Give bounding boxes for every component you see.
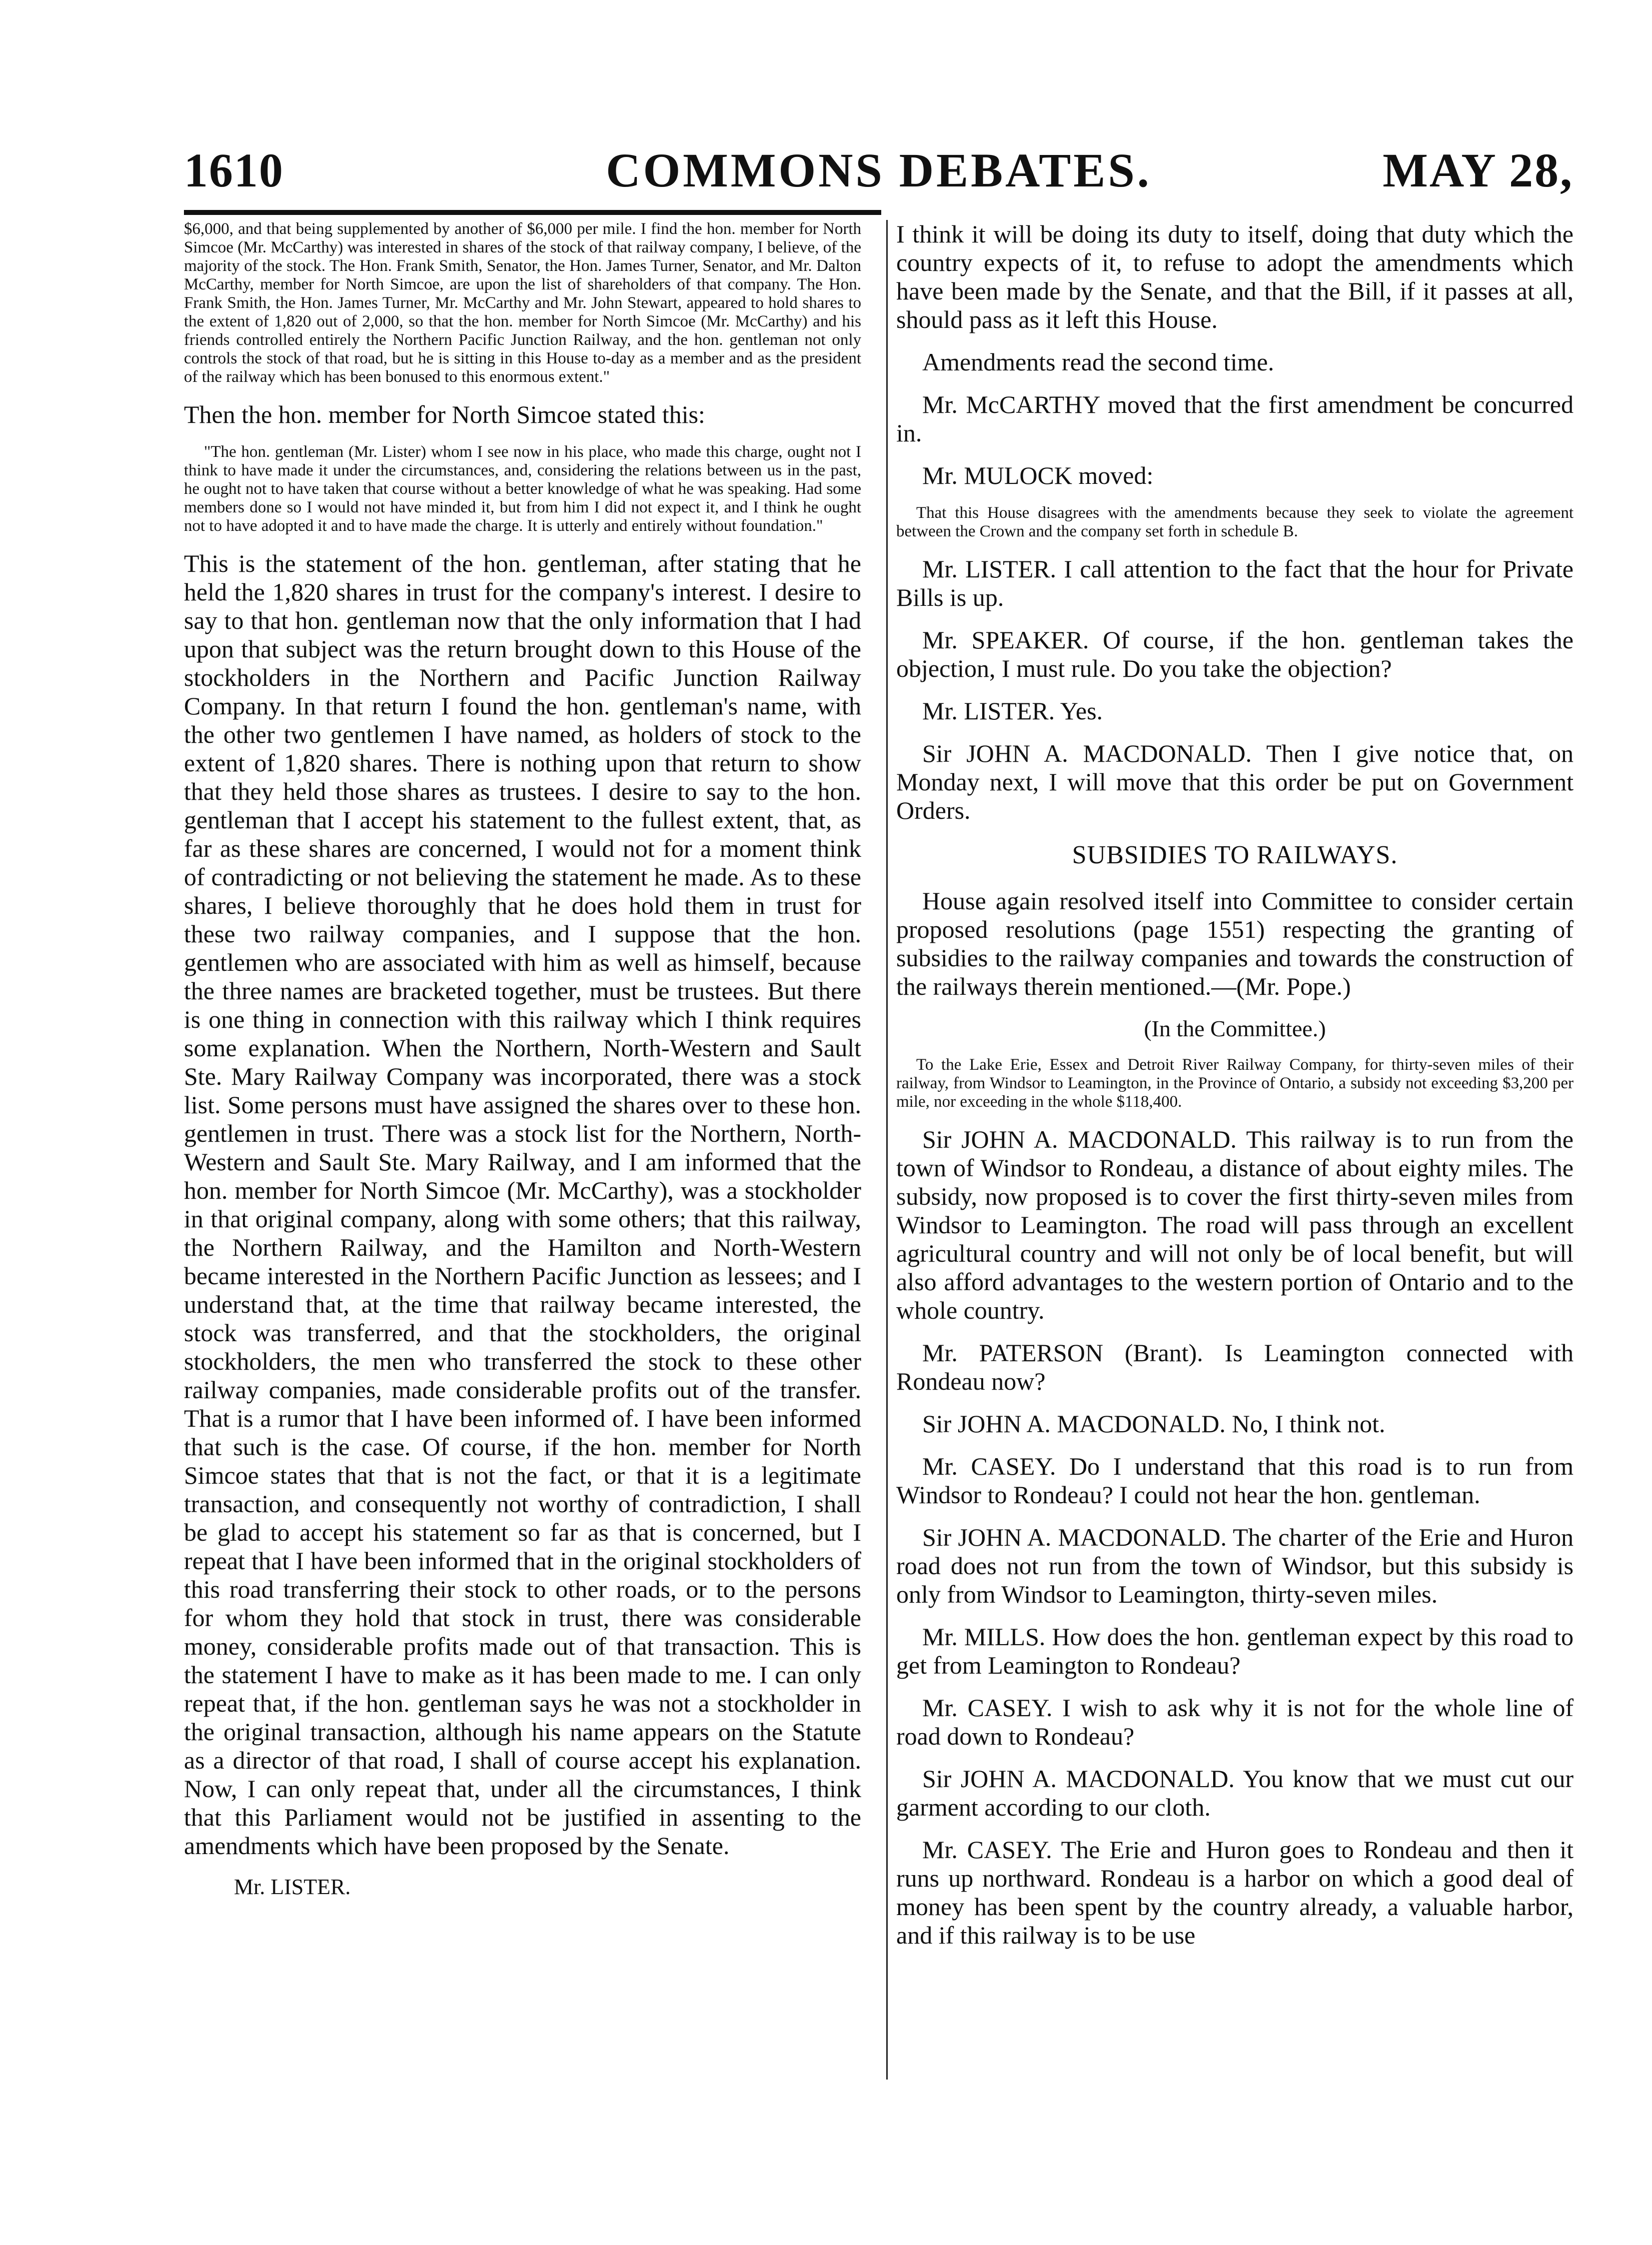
right-column-paragraph: Mr. LISTER. I call attention to the fact that the hour for Private Bills is up.: [896, 555, 1574, 611]
right-column-paragraph: Sir JOHN A. MACDONALD. The charter of the Erie and Huron road does not run from the town of Windsor, but this subsidy is only from Windsor to Leamington, thirty-seven miles.: [896, 1523, 1574, 1608]
right-column-paragraph: Mr. LISTER. Yes.: [922, 697, 1103, 725]
right-column-paragraph: Mr. MULOCK moved:: [922, 461, 1154, 489]
right-column-paragraph: I think it will be doing its duty to itself, doing that duty which the country expects of it, to refuse to adopt the amendments which have been made by the Senate, and that the Bill, if it passes at all, should pass as it left this House.: [896, 220, 1574, 333]
right-column-paragraph: SUBSIDIES TO RAILWAYS.: [1072, 841, 1398, 869]
right-column-paragraph: Mr. McCARTHY moved that the first amendment be concurred in.: [896, 390, 1574, 447]
left-column-paragraph: Then the hon. member for North Simcoe stated this:: [184, 400, 705, 428]
left-column-paragraph: Mr. LISTER.: [234, 1875, 351, 1899]
page-date: MAY 28,: [1383, 143, 1574, 197]
column-divider: [886, 220, 888, 2080]
right-column-paragraph: Mr. CASEY. The Erie and Huron goes to Rondeau and then it runs up northward. Rondeau is a harbor on which a good deal of money has been spent by the country already, a valuable harbor, and if this railway is to be use: [896, 1836, 1574, 1949]
right-column-paragraph: Mr. CASEY. I wish to ask why it is not for the whole line of road down to Rondeau?: [896, 1694, 1574, 1750]
right-column-paragraph: Mr. MILLS. How does the hon. gentleman expect by this road to get from Leamington to Rondeau?: [896, 1623, 1574, 1679]
right-column-paragraph: Sir JOHN A. MACDONALD. Then I give notice that, on Monday next, I will move that this order be put on Government Orders.: [896, 739, 1574, 824]
publication-title: COMMONS DEBATES.: [606, 143, 1152, 197]
left-column-paragraph: $6,000, and that being supplemented by another of $6,000 per mile. I find the hon. member for North Simcoe (Mr. McCarthy) was interested in shares of the stock of that railway company, I believe, of the majority of the stock. The Hon. Frank Smith, Senator, the Hon. James Turner, Senator, and Mr. Dalton McCarthy, member for North Simcoe, are upon the list of shareholders of that company. The Hon. Frank Smith, the Hon. James Turner, Mr. McCarthy and Mr. John Stewart, appeared to hold shares to the extent of 1,820 out of 2,000, so that the hon. member for North Simcoe (Mr. McCarthy) and his friends controlled entirely the Northern Pacific Junction Railway, and the hon. gentleman not only controls the stock of that road, but he is sitting in this House to-day as a member and as the president of the railway which has been bonused to this enormous extent.": [184, 220, 861, 386]
right-column-paragraph: Sir JOHN A. MACDONALD. This railway is to run from the town of Windsor to Rondeau, a distance of about eighty miles. The subsidy, now proposed is to cover the first thirty-seven miles from Windsor to Leamington. The road will pass through an excellent agricultural country and will not only be of local benefit, but will also afford advantages to the western portion of Ontario and to the whole country.: [896, 1125, 1574, 1324]
right-column: [896, 220, 1574, 2100]
right-column-paragraph: That this House disagrees with the amendments because they seek to violate the agreement between the Crown and the company set forth in schedule B.: [896, 504, 1574, 540]
page-number: 1610: [184, 143, 284, 197]
right-column-paragraph: Mr. SPEAKER. Of course, if the hon. gentleman takes the objection, I must rule. Do you take the objection?: [896, 626, 1574, 682]
right-column-paragraph: Mr. CASEY. Do I understand that this road is to run from Windsor to Rondeau? I could not hear the hon. gentleman.: [896, 1452, 1574, 1509]
left-column-paragraph: "The hon. gentleman (Mr. Lister) whom I see now in his place, who made this charge, ought not I think to have made it under the circumstances, and, considering the relations between us in the past, he ought not to have taken that course without a better knowledge of what he was speaking. Had some members done so I would not have minded it, but from him I did not expect it, and I think he ought not to have adopted it and to have made the charge. It is utterly and entirely without foundation.": [184, 443, 861, 535]
right-column-paragraph: Sir JOHN A. MACDONALD. No, I think not.: [922, 1410, 1386, 1438]
page-header: [184, 142, 1574, 207]
right-column-paragraph: Sir JOHN A. MACDONALD. You know that we must cut our garment according to our cloth.: [896, 1765, 1574, 1821]
right-column-paragraph: To the Lake Erie, Essex and Detroit River Railway Company, for thirty-seven miles of their railway, from Windsor to Leamington, in the Province of Ontario, a subsidy not exceeding $3,200 per mile, nor exceeding in the whole $118,400.: [896, 1056, 1574, 1111]
header-rule: [184, 210, 881, 215]
left-column: [184, 220, 861, 2100]
right-column-paragraph: (In the Committee.): [1144, 1016, 1326, 1041]
left-column-paragraph: This is the statement of the hon. gentleman, after stating that he held the 1,820 shares in trust for the company's interest. I desire to say to that hon. gentleman now that the only information that I had upon that subject was the return brought down to this House of the stockholders in the Northern and Pacific Junction Railway Company. In that return I found the hon. gentleman's name, with the other two gentlemen I have named, as holders of stock to the extent of 1,820 shares. There is nothing upon that return to show that they held those shares as trustees. I desire to say to the hon. gentleman that I accept his statement to the fullest extent, that, as far as these shares are concerned, I would not for a moment think of contradicting or not believing the statement he made. As to these shares, I believe thoroughly that he does hold them in trust for these two railway companies, and I suppose that the hon. gentlemen who are associated with him as well as himself, because the three names are bracketed together, must be trustees. But there is one thing in connection with this railway which I think requires some explanation. When the Northern, North-Western and Sault Ste. Mary Railway Company was incorporated, there was a stock list. Some persons must have assigned the shares over to these hon. gentlemen in trust. There was a stock list for the Northern, North-Western and Sault Ste. Mary Railway, and I am informed that the hon. member for North Simcoe (Mr. McCarthy), was a stockholder in that original company, along with some others; that this railway, the Northern Railway, and the Hamilton and North-Western became interested in the Northern Pacific Junction as lessees; and I understand that, at the time that railway became interested, the stock was transferred, and that the stockholders, the original stockholders, the men who transferred the stock to these other railway companies, made considerable profits out of the transfer. That is a rumor that I have been informed of. I have been informed that such is the case. Of course, if the hon. member for North Simcoe states that that is not the fact, or that it is a legitimate transaction, and consequently not worthy of contradiction, I shall be glad to accept his statement so far as that is concerned, but I repeat that I have been informed that in the original stockholders of this road transferring their stock to other roads, or to the persons for whom they hold that stock in trust, there was considerable money, considerable profits made out of that transaction. This is the statement I have to make as it has been made to me. I can only repeat that, if the hon. gentleman says he was not a stockholder in the original transaction, although his name appears on the Statute as a director of that road, I shall of course accept his explanation. Now, I can only repeat that, under all the circumstances, I think that this Parliament would not be justified in assenting to the amendments which have been proposed by the Senate.: [184, 549, 861, 1860]
right-column-paragraph: Amendments read the second time.: [922, 348, 1274, 376]
right-column-paragraph: House again resolved itself into Committee to consider certain proposed resolutions (page 1551) respecting the granting of subsidies to the railway companies and towards the construction of the railways therein mentioned.—(Mr. Pope.): [896, 887, 1574, 1000]
right-column-paragraph: Mr. PATERSON (Brant). Is Leamington connected with Rondeau now?: [896, 1339, 1574, 1395]
